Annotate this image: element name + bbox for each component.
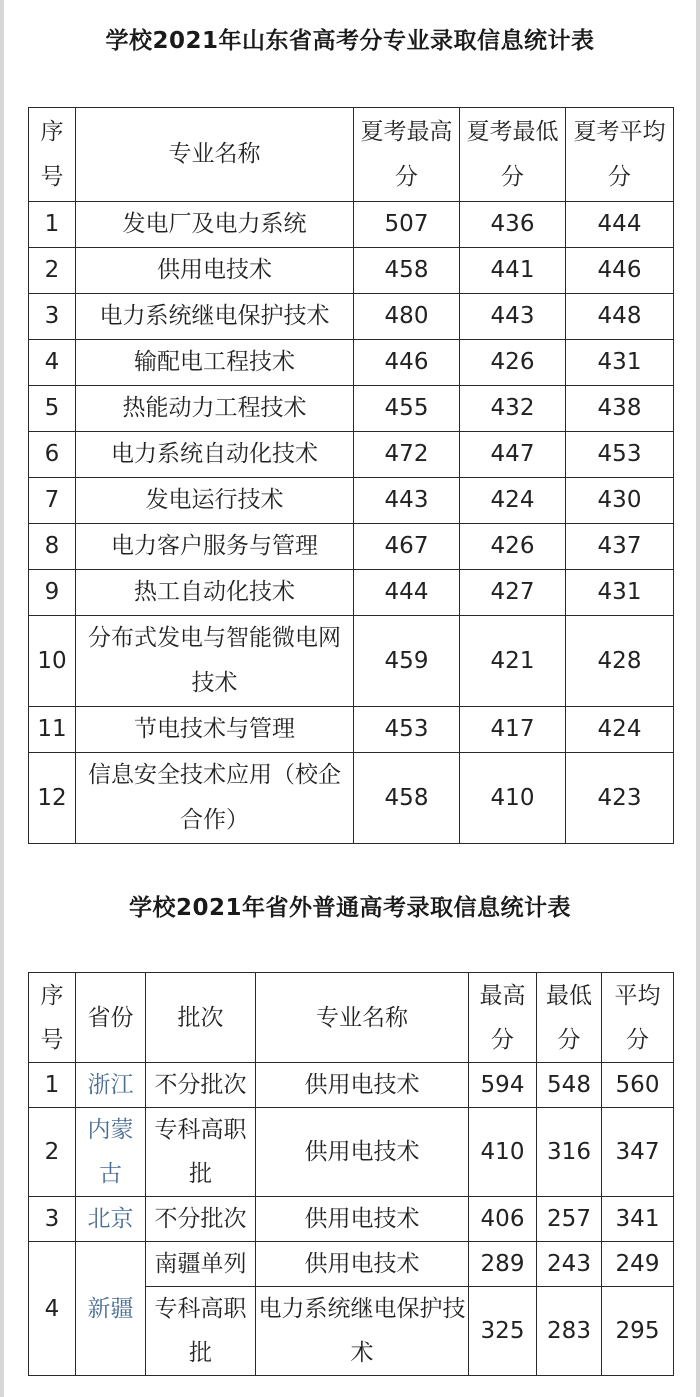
- cell-avg: 347: [602, 1108, 674, 1197]
- cell-avg: 448: [566, 294, 674, 340]
- header-min: 夏考最低分: [460, 108, 566, 202]
- cell-max: 446: [354, 340, 460, 386]
- cell-max: 472: [354, 432, 460, 478]
- cell-avg: 453: [566, 432, 674, 478]
- cell-major: 发电厂及电力系统: [76, 202, 354, 248]
- cell-max: 467: [354, 524, 460, 570]
- header-major: 专业名称: [256, 973, 469, 1063]
- cell-major: 供用电技术: [256, 1242, 469, 1287]
- table-row: [29, 616, 674, 707]
- header-max: 最高分: [469, 973, 537, 1063]
- cell-min: 421: [460, 616, 566, 707]
- cell-avg: 438: [566, 386, 674, 432]
- header-batch: 批次: [146, 973, 256, 1063]
- cell-max: 594: [469, 1063, 537, 1108]
- cell-min: 436: [460, 202, 566, 248]
- cell-min: 432: [460, 386, 566, 432]
- cell-max: 458: [354, 248, 460, 294]
- cell-max: 459: [354, 616, 460, 707]
- header-min: 最低分: [537, 973, 602, 1063]
- cell-no: 5: [29, 386, 76, 432]
- cell-major: 热工自动化技术: [76, 570, 354, 616]
- cell-max: 453: [354, 707, 460, 753]
- cell-no: 10: [29, 616, 76, 707]
- cell-min: 443: [460, 294, 566, 340]
- cell-avg: 431: [566, 570, 674, 616]
- cell-no: 3: [29, 1197, 76, 1242]
- cell-avg: 431: [566, 340, 674, 386]
- cell-min: 257: [537, 1197, 602, 1242]
- cell-no: 7: [29, 478, 76, 524]
- table2-title: 学校2021年省外普通高考录取信息统计表: [128, 895, 571, 921]
- out-of-province-admission-table: [28, 972, 674, 1376]
- cell-no: 4: [29, 340, 76, 386]
- cell-batch: 专科高职批: [146, 1108, 256, 1197]
- table-row: [29, 202, 674, 248]
- table-row: [29, 1197, 674, 1242]
- page-edge-right: [696, 0, 700, 1397]
- cell-province-link[interactable]: 北京: [76, 1197, 146, 1242]
- cell-no: 2: [29, 248, 76, 294]
- table-header-row: [29, 973, 674, 1063]
- cell-max: 444: [354, 570, 460, 616]
- cell-no: 12: [29, 753, 76, 844]
- page-edge-left: [0, 0, 4, 1397]
- cell-no: 11: [29, 707, 76, 753]
- cell-avg: 428: [566, 616, 674, 707]
- cell-max: 410: [469, 1108, 537, 1197]
- table-row: [29, 248, 674, 294]
- table-row: [29, 478, 674, 524]
- cell-no: 1: [29, 202, 76, 248]
- shandong-admission-table: [28, 107, 674, 844]
- table-row: [29, 1063, 674, 1108]
- cell-max: 443: [354, 478, 460, 524]
- cell-no: 4: [29, 1242, 76, 1376]
- table-row: [29, 432, 674, 478]
- cell-no: 6: [29, 432, 76, 478]
- table1-title: 学校2021年山东省高考分专业录取信息统计表: [105, 28, 595, 54]
- cell-major: 供用电技术: [256, 1197, 469, 1242]
- cell-major: 输配电工程技术: [76, 340, 354, 386]
- table-row: [29, 524, 674, 570]
- cell-min: 243: [537, 1242, 602, 1287]
- header-avg: 夏考平均分: [566, 108, 674, 202]
- cell-avg: 423: [566, 753, 674, 844]
- table-row: [29, 294, 674, 340]
- table-row: [29, 340, 674, 386]
- cell-no: 8: [29, 524, 76, 570]
- cell-avg: 437: [566, 524, 674, 570]
- cell-min: 424: [460, 478, 566, 524]
- cell-min: 426: [460, 340, 566, 386]
- cell-major: 电力系统继电保护技术: [76, 294, 354, 340]
- cell-min: 447: [460, 432, 566, 478]
- cell-min: 316: [537, 1108, 602, 1197]
- cell-avg: 560: [602, 1063, 674, 1108]
- cell-major: 电力客户服务与管理: [76, 524, 354, 570]
- cell-min: 427: [460, 570, 566, 616]
- header-max: 夏考最高分: [354, 108, 460, 202]
- table-row: [29, 386, 674, 432]
- cell-major: 电力系统自动化技术: [76, 432, 354, 478]
- cell-avg: 446: [566, 248, 674, 294]
- cell-avg: 430: [566, 478, 674, 524]
- cell-no: 9: [29, 570, 76, 616]
- cell-min: 283: [537, 1287, 602, 1376]
- table-row: [29, 1108, 674, 1197]
- header-major: 专业名称: [76, 108, 354, 202]
- cell-avg: 444: [566, 202, 674, 248]
- cell-major: 发电运行技术: [76, 478, 354, 524]
- header-no: 序号: [29, 108, 76, 202]
- cell-major: 热能动力工程技术: [76, 386, 354, 432]
- header-province: 省份: [76, 973, 146, 1063]
- cell-max: 289: [469, 1242, 537, 1287]
- cell-major: 供用电技术: [256, 1108, 469, 1197]
- table-header-row: [29, 108, 674, 202]
- table-row: [29, 753, 674, 844]
- cell-avg: 295: [602, 1287, 674, 1376]
- header-no: 序号: [29, 973, 76, 1063]
- cell-min: 441: [460, 248, 566, 294]
- cell-batch: 南疆单列: [146, 1242, 256, 1287]
- cell-no: 2: [29, 1108, 76, 1197]
- cell-major: 信息安全技术应用（校企合作）: [76, 753, 354, 844]
- cell-min: 548: [537, 1063, 602, 1108]
- cell-min: 417: [460, 707, 566, 753]
- cell-max: 406: [469, 1197, 537, 1242]
- cell-max: 455: [354, 386, 460, 432]
- cell-no: 3: [29, 294, 76, 340]
- table-row: [29, 707, 674, 753]
- cell-major: 电力系统继电保护技术: [256, 1287, 469, 1376]
- cell-min: 410: [460, 753, 566, 844]
- cell-province-link[interactable]: 新疆: [76, 1242, 146, 1376]
- cell-avg: 341: [602, 1197, 674, 1242]
- table-row: [29, 570, 674, 616]
- header-avg: 平均分: [602, 973, 674, 1063]
- cell-province-link[interactable]: 浙江: [76, 1063, 146, 1108]
- cell-batch: 不分批次: [146, 1197, 256, 1242]
- cell-major: 供用电技术: [256, 1063, 469, 1108]
- cell-batch: 不分批次: [146, 1063, 256, 1108]
- cell-no: 1: [29, 1063, 76, 1108]
- cell-max: 458: [354, 753, 460, 844]
- table-row: [29, 1242, 674, 1287]
- cell-max: 507: [354, 202, 460, 248]
- cell-major: 分布式发电与智能微电网技术: [76, 616, 354, 707]
- cell-major: 供用电技术: [76, 248, 354, 294]
- cell-min: 426: [460, 524, 566, 570]
- cell-max: 480: [354, 294, 460, 340]
- cell-max: 325: [469, 1287, 537, 1376]
- cell-avg: 424: [566, 707, 674, 753]
- cell-avg: 249: [602, 1242, 674, 1287]
- cell-batch: 专科高职批: [146, 1287, 256, 1376]
- cell-province-link[interactable]: 内蒙古: [76, 1108, 146, 1197]
- cell-major: 节电技术与管理: [76, 707, 354, 753]
